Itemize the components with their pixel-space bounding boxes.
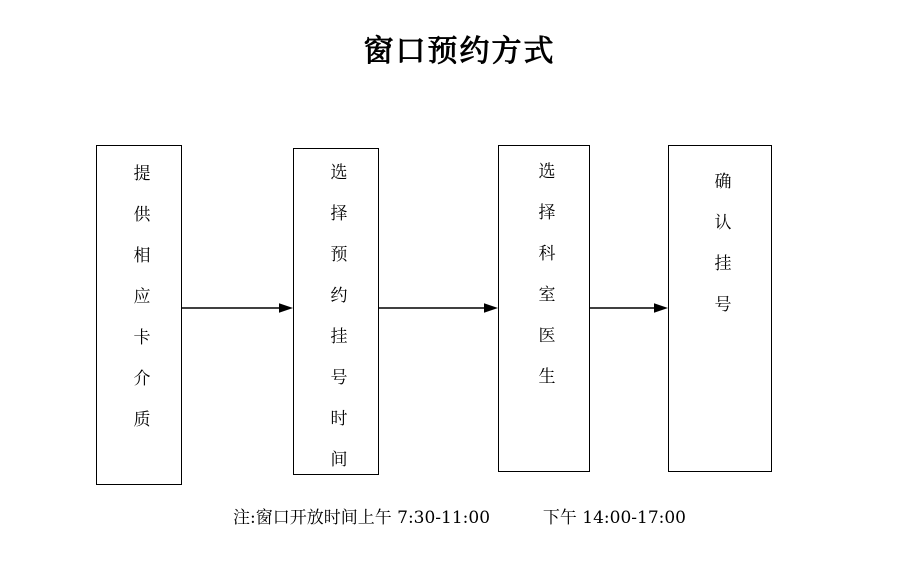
footnote-morning: 注:窗口开放时间上午 7:30-11:00 (233, 508, 491, 528)
arrow-icon (379, 302, 498, 314)
flow-node-label: 确认挂号 (710, 172, 731, 336)
flow-node-provide-card (96, 145, 182, 485)
flow-node-label: 选择科室医生 (534, 162, 555, 408)
arrow-icon (590, 302, 668, 314)
flow-node-select-doctor (498, 145, 590, 472)
arrow-icon (182, 302, 293, 314)
flow-node-label: 提供相应卡介质 (129, 164, 150, 451)
flow-node-select-time (293, 148, 379, 491)
footnote (0, 503, 919, 528)
footnote-afternoon: 下午 14:00-17:00 (542, 508, 686, 528)
flow-node-confirm (668, 145, 772, 472)
page-title: 窗口预约方式 (363, 34, 556, 69)
flow-node-label: 选择预约挂号时间 (326, 163, 347, 491)
